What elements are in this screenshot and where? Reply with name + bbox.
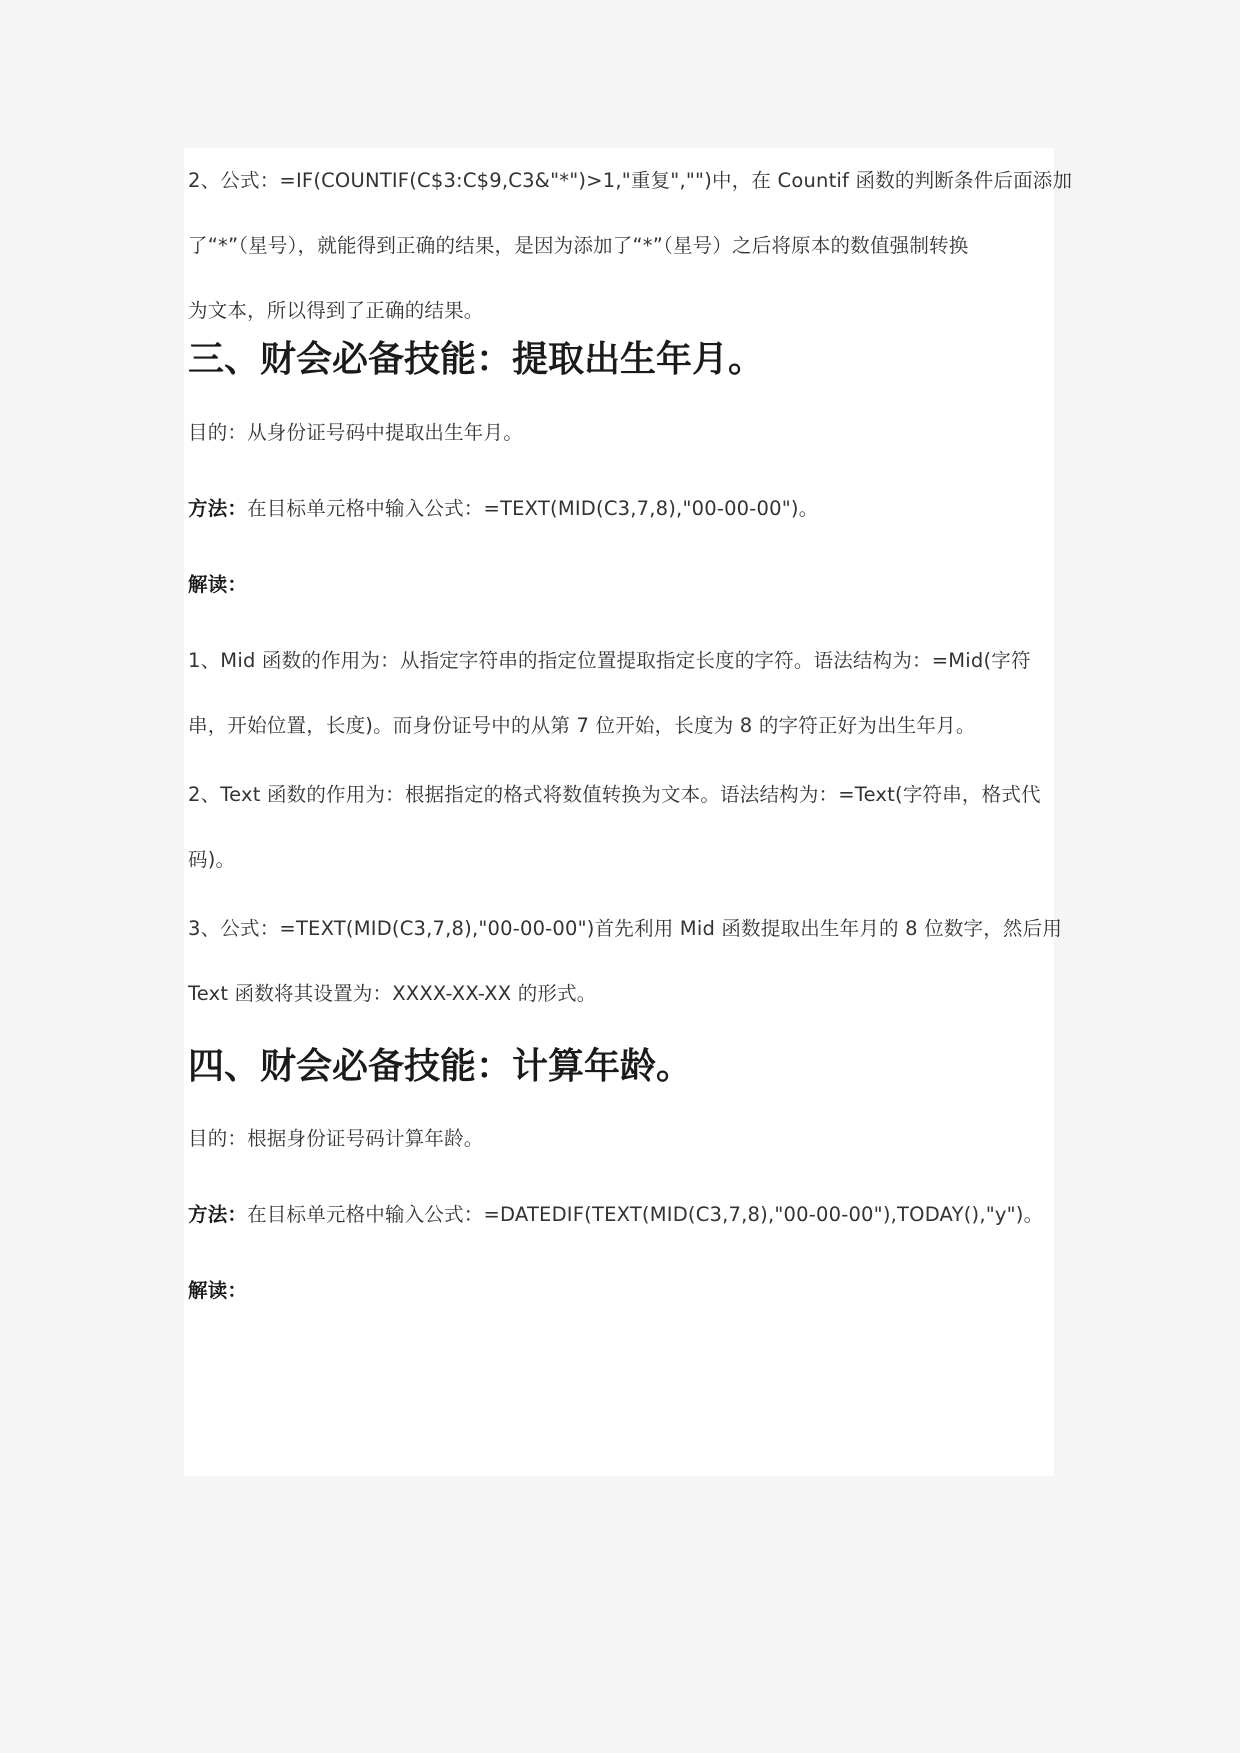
section2-point2: [188, 148, 1073, 343]
paragraph-line: 2、Text 函数的作用为：根据指定的格式将数值转换为文本。语法结构为：=Text(字符串，格式代: [188, 783, 1041, 806]
method-text: 在目标单元格中输入公式：=DATEDIF(TEXT(MID(C3,7,8),"00-00-00"),TODAY(),"y")。: [247, 1203, 1044, 1226]
method-label: 方法：: [188, 1203, 248, 1226]
section4-method: [188, 1182, 1048, 1247]
document-page: [184, 148, 1073, 1476]
section3-point3: [188, 896, 1063, 1026]
method-label: 方法：: [188, 497, 248, 520]
paragraph-line: 码)。: [188, 848, 236, 871]
section3-heading: 三、财会必备技能：提取出生年月。: [188, 339, 765, 380]
paragraph-line: Text 函数将其设置为：XXXX-XX-XX 的形式。: [188, 982, 597, 1005]
section4-heading: 四、财会必备技能：计算年龄。: [188, 1046, 693, 1087]
section3-explain-label: 解读：: [188, 573, 248, 596]
paragraph-line: 2、公式：=IF(COUNTIF(C$3:C$9,C3&"*")>1,"重复","")中，在 Countif 函数的判断条件后面添加: [188, 169, 1073, 192]
paragraph-line: 3、公式：=TEXT(MID(C3,7,8),"00-00-00")首先利用 Mid 函数提取出生年月的 8 位数字，然后用: [188, 917, 1063, 940]
section3-point2: [188, 762, 1048, 892]
paragraph-line: 串，开始位置，长度)。而身份证号中的从第 7 位开始，长度为 8 的字符正好为出生年月。: [188, 714, 976, 737]
section3-method: [188, 476, 1048, 541]
method-text: 在目标单元格中输入公式：=TEXT(MID(C3,7,8),"00-00-00")。: [247, 497, 819, 520]
paragraph-line: 1、Mid 函数的作用为：从指定字符串的指定位置提取指定长度的字符。语法结构为：=Mid(字符: [188, 649, 1031, 672]
section4-purpose: 目的：根据身份证号码计算年龄。: [188, 1127, 484, 1150]
section3-purpose: 目的：从身份证号码中提取出生年月。: [188, 421, 523, 444]
paragraph-line: 为文本，所以得到了正确的结果。: [188, 299, 484, 322]
section4-explain-label: 解读：: [188, 1279, 248, 1302]
paragraph-line: 了“*”（星号），就能得到正确的结果，是因为添加了“*”（星号）之后将原本的数值强制转换: [188, 234, 969, 257]
section3-point1: [188, 628, 1048, 758]
